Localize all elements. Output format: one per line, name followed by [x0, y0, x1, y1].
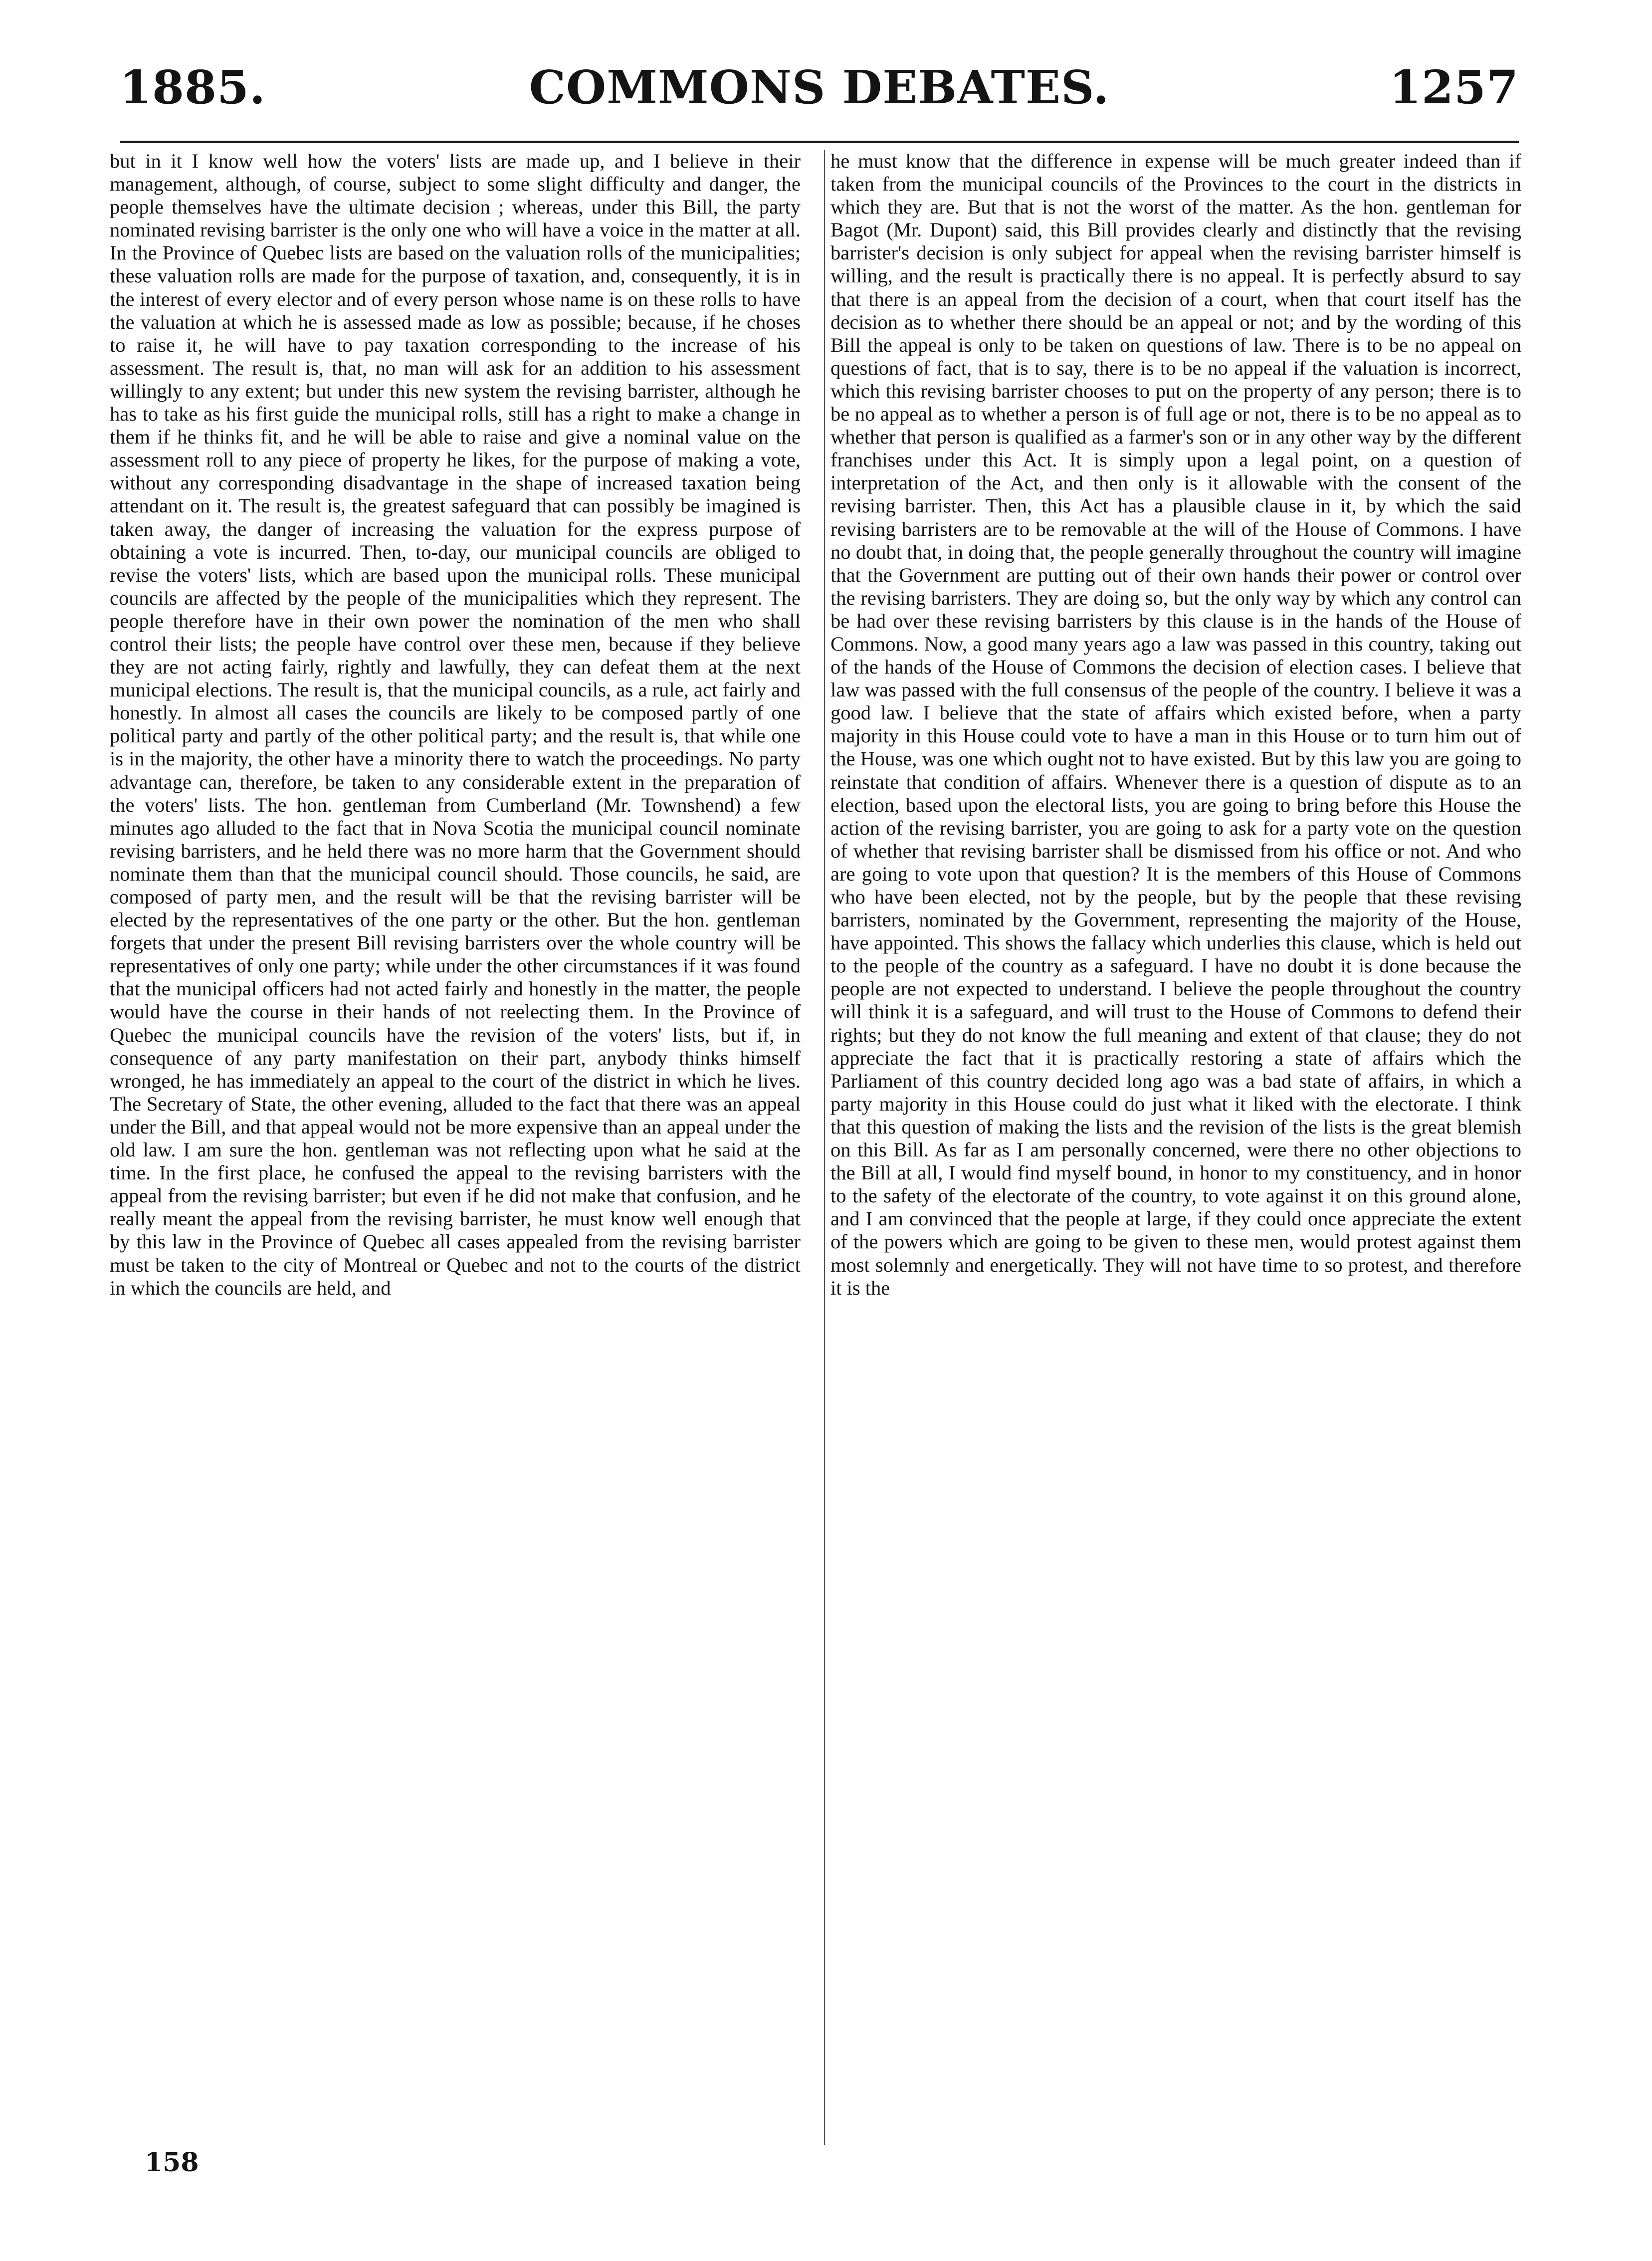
left-column-text: but in it I know well how the voters' lists are made up, and I believe in their management, although, of course, subject to some slight difficulty and danger, the people themselves have the ultimate decision ; whereas, under this Bill, the party nominated revising barrister is the only one who will have a voice in the matter at all. In the Province of Quebec lists are based on the valuation rolls of the municipalities; these valuation rolls are made for the purpose of taxation, and, consequently, it is in the interest of every elector and of every person whose name is on these rolls to have the valuation at which he is assessed made as low as possible; because, if he choses to raise it, he will have to pay taxation corresponding to the increase of his assessment. The result is, that, no man will ask for an addition to his assessment willingly to any extent; but under this new system the revising barrister, although he has to take as his first guide the municipal rolls, still has a right to make a change in them if he thinks fit, and he will be able to raise and give a nominal value on the assessment roll to any piece of property he likes, for the purpose of making a vote, without any corresponding disadvantage in the shape of increased taxation being attendant on it. The result is, the greatest safeguard that can possibly be imagined is taken away, the danger of increasing the valuation for the express purpose of obtaining a vote is incurred. Then, to-day, our municipal councils are obliged to revise the voters' lists, which are based upon the municipal rolls. These municipal councils are affected by the people of the municipalities which they represent. The people therefore have in their own power the nomination of the men who shall control their lists; the people have control over these men, because if they believe they are not acting fairly, rightly and lawfully, they can defeat them at the next municipal elections. The result is, that the municipal councils, as a rule, act fairly and honestly. In almost all cases the councils are likely to be composed partly of one political party and partly of the other political party; and the result is, that while one is in the majority, the other have a minority there to watch the proceedings. No party advantage can, therefore, be taken to any considerable extent in the preparation of the voters' lists. The hon. gentleman from Cumberland (Mr. Townshend) a few minutes ago alluded to the fact that in Nova Scotia the municipal council nominate revising barristers, and he held there was no more harm that the Government should nominate them than that the municipal council should. Those councils, he said, are composed of party men, and the result will be that the revising barrister will be elected by the representatives of the one party or the other. But the hon. gentleman forgets that under the present Bill revising barristers over the whole country will be representatives of only one party; while under the other circumstances if it was found that the municipal officers had not acted fairly and honestly in the matter, the people would have the course in their hands of not reelecting them. In the Province of Quebec the municipal councils have the revision of the voters' lists, but if, in consequence of any party manifestation on their part, anybody thinks himself wronged, he has immediately an appeal to the court of the district in which he lives. The Secretary of State, the other evening, alluded to the fact that there was an appeal under the Bill, and that appeal would not be more expensive than an appeal under the old law. I am sure the hon. gentleman was not reflecting upon what he said at the time. In the first place, he confused the appeal to the revising barristers with the appeal from the revising barrister; but even if he did not make that confusion, and he really meant the appeal from the revising barrister, he must know well enough that by this law in the Province of Quebec all cases appealed from the revising barrister must be taken to the city of Montreal or Quebec and not to the courts of the district in which the councils are held, and [110, 150, 801, 1299]
right-column [830, 150, 1521, 1300]
page-title: COMMONS DEBATES. [529, 60, 1110, 114]
left-column [110, 150, 801, 1300]
page-number: 1257 [1389, 60, 1519, 114]
column-divider [824, 150, 825, 2145]
right-column-text: he must know that the difference in expense will be much greater indeed than if taken from the municipal councils of the Provinces to the court in the districts in which they are. But that is not the worst of the matter. As the hon. gentleman for Bagot (Mr. Dupont) said, this Bill provides clearly and distinctly that the revising barrister's decision is only subject for appeal when the revising barrister himself is willing, and the result is practically there is no appeal. It is perfectly absurd to say that there is an appeal from the decision of a court, when that court itself has the decision as to whether there should be an appeal or not; and by the wording of this Bill the appeal is only to be taken on questions of law. There is to be no appeal on questions of fact, that is to say, there is to be no appeal if the valuation is incorrect, which this revising barrister chooses to put on the property of any person; there is to be no appeal as to whether a person is of full age or not, there is to be no appeal as to whether that person is qualified as a farmer's son or in any other way by the different franchises under this Act. It is simply upon a legal point, on a question of interpretation of the Act, and then only is it allowable with the consent of the revising barrister. Then, this Act has a plausible clause in it, by which the said revising barristers are to be removable at the will of the House of Commons. I have no doubt that, in doing that, the people generally throughout the country will imagine that the Government are putting out of their own hands their power or control over the revising barristers. They are doing so, but the only way by which any control can be had over these revising barristers by this clause is in the hands of the House of Commons. Now, a good many years ago a law was passed in this country, taking out of the hands of the House of Commons the decision of election cases. I believe that law was passed with the full consensus of the people of the country. I believe it was a good law. I believe that the state of affairs which existed before, when a party majority in this House could vote to have a man in this House or to turn him out of the House, was one which ought not to have existed. But by this law you are going to reinstate that condition of affairs. Whenever there is a question of dispute as to an election, based upon the electoral lists, you are going to bring before this House the action of the revising barrister, you are going to ask for a party vote on the question of whether that revising barrister shall be dismissed from his office or not. And who are going to vote upon that question? It is the members of this House of Commons who have been elected, not by the people, but by the people that these revising barristers, nominated by the Government, representing the majority of the House, have appointed. This shows the fallacy which underlies this clause, which is held out to the people of the country as a safeguard. I have no doubt it is done because the people are not expected to understand. I believe the people throughout the country will think it is a safeguard, and will trust to the House of Commons to defend their rights; but they do not know the full meaning and extent of that clause; they do not appreciate the fact that it is practically restoring a state of affairs which the Parliament of this country decided long ago was a bad state of affairs, in which a party majority in this House could do just what it liked with the electorate. I think that this question of making the lists and the revision of the lists is the great blemish on this Bill. As far as I am personally concerned, were there no other objections to the Bill at all, I would find myself bound, in honor to my constituency, and in honor to the safety of the electorate of the country, to vote against it on this ground alone, and I am convinced that the people at large, if they could once appreciate the extent of the powers which are going to be given to these men, would protest against them most solemnly and energetically. They will not have time to so protest, and therefore it is the [830, 150, 1521, 1299]
header-year: 1885. [120, 60, 266, 114]
page-header [120, 35, 1519, 135]
signature-mark: 158 [145, 2147, 199, 2178]
header-rule [120, 141, 1519, 143]
